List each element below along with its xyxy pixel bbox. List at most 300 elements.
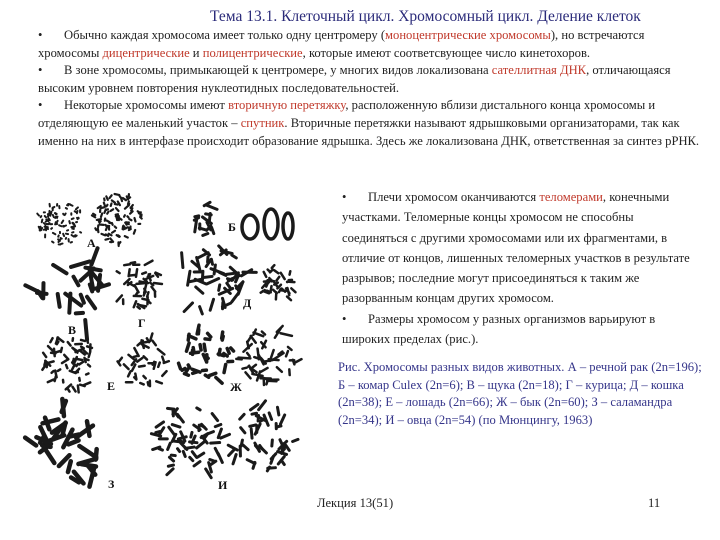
chromosome [124, 364, 129, 369]
chromosome [193, 372, 197, 373]
chromosome [68, 342, 71, 345]
term-polycentric: полицентрические [202, 45, 303, 60]
chromosome [206, 214, 212, 215]
chromosome [269, 413, 271, 420]
chromosome [68, 389, 70, 392]
chromosome [183, 451, 185, 456]
chromosome [142, 272, 146, 273]
chromosome [137, 307, 139, 309]
chromosome [277, 407, 278, 415]
chromosome [207, 205, 217, 209]
chromosome [131, 262, 135, 263]
chromosome [45, 226, 46, 227]
chromosome-spread [92, 194, 142, 246]
figure-label: Д [243, 296, 252, 310]
chromosome [91, 248, 97, 265]
chromosome [53, 215, 54, 217]
chromosome-spread [179, 325, 234, 383]
chromosome [252, 413, 257, 414]
chromosome [107, 212, 108, 214]
chromosome [204, 344, 205, 351]
chromosome [52, 242, 53, 243]
chromosome [76, 313, 83, 314]
chromosome [134, 348, 138, 356]
chromosome [41, 216, 42, 217]
chromosome [128, 197, 130, 199]
chromosome [167, 469, 173, 475]
chromosome [167, 408, 173, 409]
chromosome [219, 285, 220, 291]
chromosome [268, 270, 271, 273]
chromosome [124, 215, 125, 217]
chromosome [87, 297, 95, 309]
chromosome [56, 351, 61, 353]
bullet-5: • Размеры хромосом у разных организмов варьируют в широких пределах (рис.). [342, 311, 656, 347]
chromosome [57, 342, 59, 344]
chromosome-spread [194, 202, 217, 235]
chromosome [69, 294, 70, 313]
chromosome [125, 206, 128, 209]
chromosome [126, 223, 127, 225]
chromosome [129, 219, 131, 220]
chromosome [50, 338, 52, 342]
figure-label: В [68, 323, 77, 337]
chromosome [168, 443, 171, 449]
chromosome [195, 279, 206, 284]
chromosome [210, 299, 213, 310]
chromosome [229, 450, 234, 456]
chromosome [129, 355, 134, 359]
chromosome [62, 359, 68, 363]
chromosome [134, 301, 136, 307]
chromosome [70, 205, 73, 206]
chromosome [56, 217, 57, 218]
chromosome [151, 287, 155, 292]
chromosome [63, 226, 64, 227]
chromosome [291, 288, 295, 292]
chromosome [137, 283, 145, 284]
chromosome [72, 218, 74, 219]
slide-title: Тема 13.1. Клеточный цикл. Хромосомный цикл. Деление клеток [210, 8, 641, 25]
chromosome [85, 320, 87, 340]
chromosome [290, 271, 291, 274]
chromosome [264, 209, 278, 239]
chromosome [77, 211, 78, 213]
chromosome [148, 301, 151, 303]
chromosome [281, 333, 292, 336]
chromosome [241, 440, 242, 446]
chromosome [117, 235, 119, 236]
figure-label: Г [138, 316, 146, 330]
chromosome [156, 422, 163, 427]
chromosome [58, 369, 60, 370]
term-telomeres: теломерами [539, 190, 603, 204]
chromosome-spread [261, 265, 296, 300]
chromosome [76, 207, 78, 209]
chromosome [53, 233, 56, 234]
chromosome [203, 234, 208, 236]
bullet-2: • В зоне хромосомы, примыкающей к центромере, у многих видов локализована сателлитная ДНК, отличающаяся высоким уровнем повторения нуклеотидных последовательностей. [38, 63, 671, 95]
chromosome [106, 196, 108, 199]
chromosome [117, 271, 120, 273]
chromosome [227, 348, 229, 353]
chromosome [218, 454, 222, 463]
chromosome [66, 208, 67, 209]
chromosome [75, 211, 76, 212]
chromosome [56, 213, 57, 214]
chromosome [139, 366, 145, 367]
chromosome [283, 213, 293, 239]
chromosome [159, 449, 162, 450]
chromosome-spread [118, 333, 169, 386]
chromosome [294, 359, 301, 363]
chromosome [200, 345, 201, 350]
chromosome [61, 348, 62, 352]
chromosome [243, 445, 248, 450]
chromosome [73, 359, 74, 364]
footer-lecture: Лекция 13(51) [317, 496, 394, 510]
chromosome [168, 465, 173, 466]
chromosome [287, 288, 289, 295]
figure-label: А [87, 236, 96, 250]
chromosome [251, 336, 256, 343]
chromosome [148, 382, 149, 385]
chromosome [85, 358, 86, 362]
chromosome [95, 228, 96, 230]
bullet-1: • Обычно каждая хромосома имеет только одну центромеру (моноцентрические хромосомы), но встречаются хромосомы дицентрические и полицентрические, которые имеют соответсвующее число кинетохоров. [38, 28, 645, 60]
chromosome [154, 283, 162, 284]
chromosome [215, 424, 221, 426]
chromosome [144, 356, 147, 359]
chromosome [179, 363, 181, 369]
chromosome [45, 418, 49, 430]
chromosome [112, 223, 113, 225]
chromosome [51, 212, 52, 215]
chromosome [88, 365, 90, 367]
chromosome [116, 208, 119, 211]
chromosome [260, 368, 267, 372]
chromosome [265, 290, 268, 292]
chromosome [262, 332, 265, 335]
chromosome [221, 434, 230, 438]
chromosome [186, 343, 189, 351]
chromosome-spread [37, 204, 81, 245]
figure-label: Ж [230, 380, 242, 394]
chromosome [58, 294, 60, 307]
chromosome [131, 208, 132, 210]
figure-label: З [108, 477, 115, 491]
chromosome [81, 347, 84, 349]
chromosome [63, 214, 64, 215]
chromosome [80, 232, 81, 233]
chromosome [72, 226, 74, 228]
chromosome [117, 295, 122, 301]
bullet-3: • Некоторые хромосомы имеют вторичную перетяжку, расположенную вблизи дистального конца хромосомы и отделяющую ее маленький участок – спутник. Вторичные перетяжки называют ядрышковыми организаторами, так как именно на них в интерфазе происходит образование ядрышка. Здесь же локализована ДНК, ответственная за синтез рРНК. [38, 98, 700, 148]
chromosome [119, 358, 122, 362]
chromosome [286, 351, 288, 356]
chromosome [258, 349, 259, 360]
chromosome [276, 277, 279, 281]
chromosome [162, 371, 166, 376]
chromosome [268, 280, 274, 281]
chromosome [49, 361, 54, 362]
chromosome [134, 230, 135, 234]
chromosome [98, 229, 99, 233]
chromosome [194, 462, 200, 466]
chromosome [188, 365, 190, 368]
chromosome [101, 207, 105, 208]
chromosome [43, 353, 46, 357]
chromosome [123, 198, 126, 200]
chromosome [205, 339, 210, 340]
chromosome [271, 454, 276, 459]
chromosome [162, 357, 164, 362]
chromosome [46, 220, 48, 222]
chromosome [44, 229, 47, 230]
chromosome [81, 464, 95, 466]
chromosome [250, 404, 257, 409]
chromosome [140, 217, 142, 219]
chromosome-spread [117, 261, 162, 309]
chromosome [158, 363, 159, 367]
chromosome [137, 358, 142, 362]
chromosome [245, 372, 250, 378]
chromosome [274, 270, 278, 273]
chromosome [79, 446, 96, 457]
chromosome [196, 287, 203, 293]
chromosome-spread [42, 338, 92, 393]
chromosome [135, 374, 136, 379]
chromosome [105, 239, 108, 240]
chromosome-spread [25, 399, 97, 487]
chromosome [89, 353, 90, 357]
chromosome [125, 236, 128, 237]
bullet-4: • Плечи хромосом оканчиваются теломерами, конечными участками. Теломерные концы хромосом не способны соединяться с другими хромосомами или их фрагментами, в отличие от концов, лишенных теломерных участков в результате разрывов; последние могут присоединяться к таким же разорванным концам других хромосом. [342, 190, 690, 306]
chromosome [76, 359, 82, 360]
chromosome [79, 362, 83, 365]
chromosome-spread [236, 326, 301, 385]
chromosome [105, 225, 106, 226]
chromosome [192, 452, 196, 458]
chromosome [106, 205, 107, 206]
chromosome [112, 231, 115, 233]
chromosome [140, 383, 143, 384]
chromosome [127, 216, 128, 217]
chromosome [115, 194, 119, 195]
chromosome [39, 227, 40, 228]
chromosome [277, 367, 282, 372]
chromosome [182, 253, 183, 268]
chromosome [240, 414, 244, 419]
chromosome [37, 214, 39, 216]
chromosome [44, 361, 45, 365]
chromosome [272, 265, 275, 268]
chromosome [65, 213, 66, 215]
chromosome [232, 255, 236, 258]
chromosome [227, 283, 231, 288]
chromosome [242, 215, 258, 239]
chromosome [158, 349, 165, 354]
chromosome [264, 272, 266, 277]
figure-caption: Рис. Хромосомы разных видов животных. А – речной рак (2n=196); Б – комар Culex (2n=6); В – щука (2n=18); Г – курица; Д – кошка (2n=38); Е – лошадь (2n=66); Ж – бык (2n=60); З – саламандра (2n=34); И – овца (2n=54) (по Мюнцингу, 1963) [338, 360, 702, 427]
chromosome [185, 447, 194, 448]
chromosome [293, 439, 298, 441]
chromosome [72, 223, 73, 224]
chromosome [111, 204, 112, 206]
chromosome [74, 277, 79, 286]
chromosome [281, 273, 285, 279]
chromosome [222, 332, 223, 338]
chromosome [130, 275, 136, 276]
chromosome [107, 220, 110, 222]
chromosome [44, 223, 45, 224]
chromosome [124, 264, 130, 265]
chromosome [58, 235, 59, 236]
chromosome [247, 353, 250, 356]
chromosome [186, 369, 188, 372]
chromosome [197, 453, 203, 457]
chromosome [111, 209, 114, 211]
chromosome [115, 204, 118, 205]
chromosome [152, 341, 155, 346]
chromosome [282, 290, 286, 291]
chromosome [101, 213, 102, 217]
chromosome [269, 359, 279, 360]
chromosome [147, 292, 148, 296]
chromosome [145, 261, 153, 265]
term-satellite-dna: сателлитная ДНК [491, 63, 587, 78]
chromosome [208, 333, 211, 337]
chromosome [195, 220, 197, 232]
figure-label: И [218, 478, 228, 492]
chromosome [212, 227, 214, 233]
chromosome [271, 286, 272, 291]
chromosome [72, 235, 74, 237]
chromosome [273, 290, 277, 293]
chromosome [224, 365, 226, 373]
chromosome [87, 338, 88, 343]
chromosome [288, 347, 292, 350]
chromosome [66, 365, 67, 368]
chromosome [97, 219, 101, 220]
chromosome [78, 385, 79, 392]
chromosome [25, 438, 36, 446]
chromosome [143, 342, 149, 343]
chromosome [78, 218, 79, 219]
chromosome [102, 234, 106, 235]
figure-label: Б [228, 220, 236, 234]
chromosome [110, 195, 112, 198]
chromosome [272, 440, 273, 446]
term-satellite: спутник [240, 115, 285, 130]
chromosome [138, 211, 140, 212]
chromosome [106, 209, 108, 210]
chromosome [63, 234, 64, 236]
chromosome [242, 368, 246, 369]
chromosome [60, 238, 61, 239]
chromosome [164, 361, 169, 363]
chromosome-spread [151, 408, 222, 478]
chromosome [109, 234, 112, 236]
chromosome [156, 381, 162, 383]
chromosome [279, 289, 281, 292]
chromosome [48, 346, 53, 351]
term-secondary-constriction: вторичную перетяжку [228, 98, 346, 113]
chromosome [277, 426, 281, 427]
chromosome [134, 218, 135, 221]
chromosome [68, 461, 71, 472]
chromosome [241, 428, 245, 433]
chromosome [202, 424, 207, 429]
page-number: 11 [648, 496, 661, 510]
chromosome [197, 408, 200, 410]
chromosome [62, 221, 64, 224]
chromosome [68, 440, 78, 444]
chromosome [53, 265, 66, 273]
chromosome [119, 242, 121, 244]
chromosome [93, 214, 95, 215]
chromosome [95, 284, 109, 289]
chromosome [55, 371, 56, 378]
chromosome [182, 368, 185, 370]
chromosome [209, 373, 215, 375]
chromosome [86, 373, 88, 374]
chromosome [84, 382, 90, 384]
chromosome [51, 228, 52, 229]
chromosome [190, 457, 193, 460]
chromosome-spread [221, 401, 298, 471]
chromosome [51, 353, 55, 354]
chromosome [81, 340, 85, 341]
figure-label: Е [107, 379, 116, 393]
chromosome [200, 307, 203, 314]
chromosome [184, 374, 188, 376]
chromosome [73, 387, 76, 392]
chromosome [203, 276, 212, 277]
chromosome [57, 221, 58, 223]
chromosome [134, 356, 138, 357]
chromosome [195, 216, 199, 217]
chromosome [238, 358, 250, 359]
chromosome [184, 303, 192, 312]
chromosome [58, 239, 60, 241]
chromosome [48, 223, 50, 224]
chromosome [42, 220, 43, 223]
chromosome [69, 221, 70, 223]
chromosome [287, 297, 291, 301]
chromosome [76, 364, 77, 366]
chromosome [224, 353, 227, 356]
chromosome [48, 380, 54, 383]
chromosome [159, 428, 164, 436]
chromosome [45, 216, 46, 217]
chromosome [104, 203, 105, 207]
chromosome [233, 455, 236, 464]
chromosome [59, 225, 61, 226]
chromosome [251, 429, 252, 438]
chromosome [169, 457, 173, 461]
chromosome [250, 425, 256, 426]
term-dicentric: дицентрические [102, 45, 190, 60]
chromosome [207, 278, 219, 283]
chromosome [52, 371, 54, 373]
chromosome [178, 449, 180, 452]
chromosome [216, 377, 222, 383]
term-monocentric: моноцентрические хромосомы [385, 28, 551, 42]
chromosome [115, 226, 117, 227]
chromosome [212, 414, 217, 421]
chromosome [169, 427, 175, 435]
